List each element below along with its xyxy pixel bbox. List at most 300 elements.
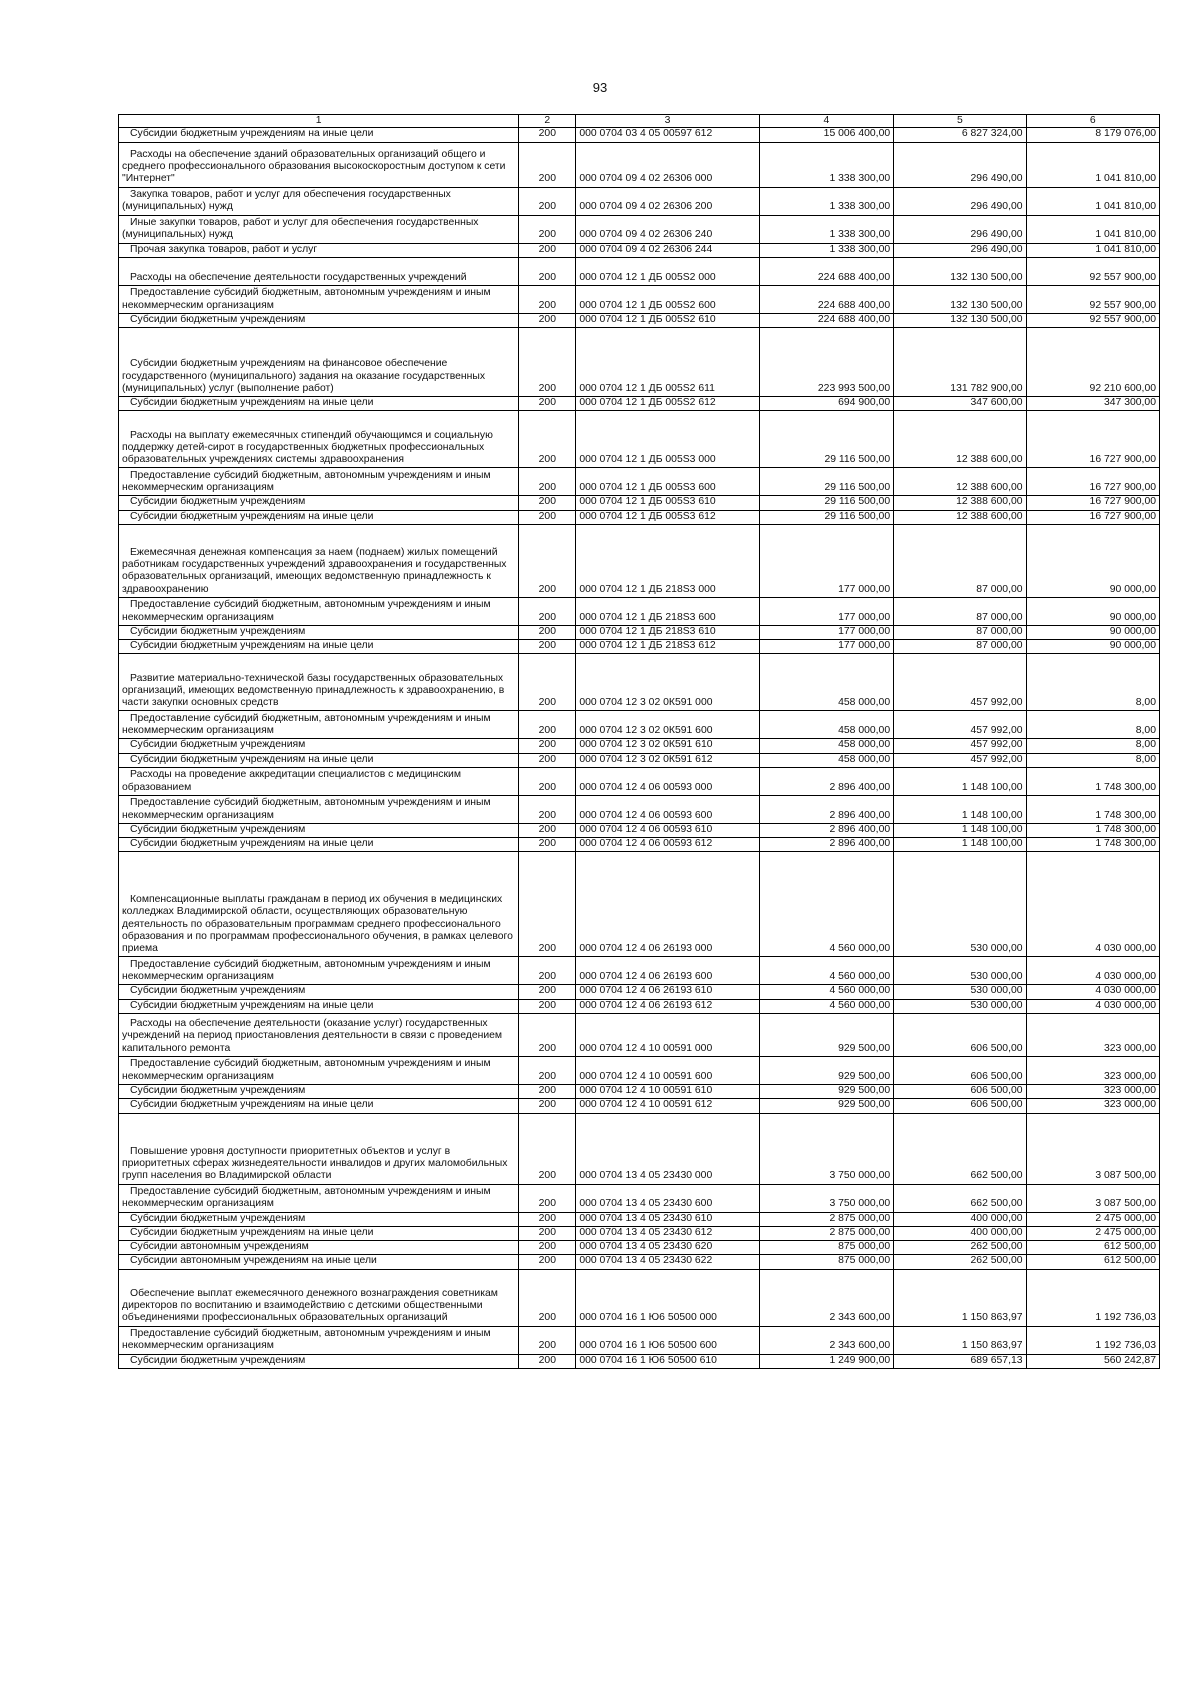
row-value-4: 29 116 500,00 — [759, 411, 893, 468]
row-value-4: 224 688 400,00 — [759, 285, 893, 313]
row-value-4: 875 000,00 — [759, 1241, 893, 1255]
row-value-4: 875 000,00 — [759, 1255, 893, 1269]
row-code: 000 0704 12 4 06 26193 600 — [576, 957, 759, 985]
row-name — [119, 1354, 519, 1368]
row-value-5: 606 500,00 — [894, 1099, 1026, 1113]
row-name — [119, 1056, 519, 1084]
table-row — [119, 957, 1160, 985]
row-value-5: 12 388 600,00 — [894, 411, 1026, 468]
row-value-6: 4 030 000,00 — [1026, 999, 1159, 1013]
row-value-6: 8,00 — [1026, 711, 1159, 739]
row-name-text: Предоставление субсидий бюджетным, автономным учреждениям и иным некоммерческим организациям — [122, 469, 491, 494]
row-code: 000 0704 13 4 05 23430 600 — [576, 1184, 759, 1212]
table-row — [119, 1255, 1160, 1269]
row-value-5: 12 388 600,00 — [894, 468, 1026, 496]
row-value-4: 29 116 500,00 — [759, 510, 893, 524]
row-code: 000 0704 12 4 10 00591 600 — [576, 1056, 759, 1084]
table-row — [119, 397, 1160, 411]
table-row — [119, 654, 1160, 711]
row-col2: 200 — [519, 1056, 576, 1084]
row-value-6: 92 557 900,00 — [1026, 257, 1159, 285]
table-row — [119, 753, 1160, 767]
row-name — [119, 957, 519, 985]
row-name-text: Расходы на проведение аккредитации специалистов с медицинским образованием — [122, 769, 461, 793]
row-name — [119, 397, 519, 411]
row-code: 000 0704 09 4 02 26306 240 — [576, 215, 759, 243]
row-name — [119, 795, 519, 823]
row-name — [119, 1113, 519, 1184]
row-value-6: 90 000,00 — [1026, 640, 1159, 654]
row-value-4: 3 750 000,00 — [759, 1184, 893, 1212]
row-value-6: 16 727 900,00 — [1026, 468, 1159, 496]
row-name — [119, 625, 519, 639]
row-value-5: 1 150 863,97 — [894, 1269, 1026, 1326]
row-col2: 200 — [519, 1354, 576, 1368]
row-col2: 200 — [519, 852, 576, 957]
table-row — [119, 257, 1160, 285]
row-code: 000 0704 12 3 02 0К591 000 — [576, 654, 759, 711]
row-value-4: 929 500,00 — [759, 1056, 893, 1084]
row-value-5: 87 000,00 — [894, 524, 1026, 597]
row-name — [119, 823, 519, 837]
table-row — [119, 1084, 1160, 1098]
row-name-text: Повышение уровня доступности приоритетных объектов и услуг в приоритетных сферах жизнедеятельности инвалидов и других маломобильных групп населения во Владимирской области — [122, 1145, 508, 1182]
table-row — [119, 1226, 1160, 1240]
row-name-text: Субсидии бюджетным учреждениям — [130, 1084, 306, 1096]
row-value-5: 132 130 500,00 — [894, 285, 1026, 313]
row-value-4: 224 688 400,00 — [759, 313, 893, 327]
header-col-3: 3 — [576, 115, 759, 128]
row-name-text: Субсидии бюджетным учреждениям — [130, 1354, 306, 1366]
row-col2: 200 — [519, 510, 576, 524]
row-name-text: Иные закупки товаров, работ и услуг для обеспечения государственных (муниципальных) нужд — [122, 217, 479, 241]
header-col-4: 4 — [759, 115, 893, 128]
table-row — [119, 1013, 1160, 1056]
row-name-text: Прочая закупка товаров, работ и услуг — [130, 243, 318, 255]
row-value-4: 1 338 300,00 — [759, 215, 893, 243]
row-code: 000 0704 12 3 02 0К591 600 — [576, 711, 759, 739]
row-name-text: Субсидии автономным учреждениям на иные цели — [130, 1255, 377, 1267]
row-value-6: 1 041 810,00 — [1026, 243, 1159, 257]
table-row — [119, 1099, 1160, 1113]
row-col2: 200 — [519, 142, 576, 187]
row-name-text: Субсидии бюджетным учреждениям на иные цели — [130, 1226, 374, 1238]
row-col2: 200 — [519, 128, 576, 142]
row-code: 000 0704 12 4 10 00591 612 — [576, 1099, 759, 1113]
table-row — [119, 496, 1160, 510]
row-code: 000 0704 09 4 02 26306 200 — [576, 187, 759, 215]
row-code: 000 0704 09 4 02 26306 000 — [576, 142, 759, 187]
row-col2: 200 — [519, 640, 576, 654]
row-value-4: 458 000,00 — [759, 753, 893, 767]
row-value-5: 12 388 600,00 — [894, 510, 1026, 524]
table-row — [119, 739, 1160, 753]
row-code: 000 0704 12 1 ДБ 005S2 611 — [576, 328, 759, 397]
row-value-6: 16 727 900,00 — [1026, 411, 1159, 468]
row-code: 000 0704 13 4 05 23430 610 — [576, 1212, 759, 1226]
row-name — [119, 640, 519, 654]
row-value-5: 1 150 863,97 — [894, 1326, 1026, 1354]
table-row — [119, 524, 1160, 597]
row-value-5: 457 992,00 — [894, 739, 1026, 753]
row-name-text: Субсидии бюджетным учреждениям на иные цели — [130, 397, 374, 409]
row-value-5: 132 130 500,00 — [894, 313, 1026, 327]
row-col2: 200 — [519, 1099, 576, 1113]
row-name — [119, 313, 519, 327]
row-value-6: 347 300,00 — [1026, 397, 1159, 411]
table-row — [119, 187, 1160, 215]
row-code: 000 0704 12 4 06 26193 610 — [576, 985, 759, 999]
table-row — [119, 1184, 1160, 1212]
row-code: 000 0704 12 1 ДБ 005S2 610 — [576, 313, 759, 327]
row-value-6: 2 475 000,00 — [1026, 1226, 1159, 1240]
row-name-text: Субсидии бюджетным учреждениям на иные цели — [130, 510, 374, 522]
row-code: 000 0704 12 1 ДБ 005S2 600 — [576, 285, 759, 313]
row-value-5: 400 000,00 — [894, 1212, 1026, 1226]
row-name — [119, 128, 519, 142]
table-row — [119, 243, 1160, 257]
row-name — [119, 1084, 519, 1098]
row-value-4: 177 000,00 — [759, 524, 893, 597]
row-value-6: 3 087 500,00 — [1026, 1113, 1159, 1184]
row-name — [119, 767, 519, 795]
row-value-6: 4 030 000,00 — [1026, 985, 1159, 999]
row-value-5: 530 000,00 — [894, 957, 1026, 985]
table-row — [119, 285, 1160, 313]
header-col-1: 1 — [119, 115, 519, 128]
row-value-6: 1 041 810,00 — [1026, 215, 1159, 243]
table-row — [119, 411, 1160, 468]
row-code: 000 0704 12 4 06 26193 000 — [576, 852, 759, 957]
row-col2: 200 — [519, 1241, 576, 1255]
row-value-5: 296 490,00 — [894, 243, 1026, 257]
row-value-4: 2 896 400,00 — [759, 795, 893, 823]
row-value-4: 1 338 300,00 — [759, 243, 893, 257]
row-code: 000 0704 12 1 ДБ 218S3 610 — [576, 625, 759, 639]
row-value-6: 1 041 810,00 — [1026, 187, 1159, 215]
row-col2: 200 — [519, 524, 576, 597]
row-name — [119, 1212, 519, 1226]
row-name — [119, 753, 519, 767]
row-value-6: 323 000,00 — [1026, 1056, 1159, 1084]
row-col2: 200 — [519, 1013, 576, 1056]
row-code: 000 0704 12 1 ДБ 005S3 000 — [576, 411, 759, 468]
row-value-5: 530 000,00 — [894, 985, 1026, 999]
row-value-6: 8 179 076,00 — [1026, 128, 1159, 142]
row-value-6: 1 192 736,03 — [1026, 1326, 1159, 1354]
row-value-6: 323 000,00 — [1026, 1013, 1159, 1056]
row-code: 000 0704 12 4 06 00593 000 — [576, 767, 759, 795]
table-row — [119, 985, 1160, 999]
row-value-6: 323 000,00 — [1026, 1084, 1159, 1098]
row-code: 000 0704 12 1 ДБ 218S3 000 — [576, 524, 759, 597]
row-value-4: 177 000,00 — [759, 640, 893, 654]
row-name-text: Субсидии бюджетным учреждениям — [130, 313, 306, 325]
row-value-6: 16 727 900,00 — [1026, 496, 1159, 510]
row-value-5: 457 992,00 — [894, 753, 1026, 767]
row-code: 000 0704 12 1 ДБ 005S2 612 — [576, 397, 759, 411]
row-col2: 200 — [519, 257, 576, 285]
row-name — [119, 838, 519, 852]
row-name — [119, 187, 519, 215]
row-value-5: 12 388 600,00 — [894, 496, 1026, 510]
row-code: 000 0704 12 1 ДБ 005S3 610 — [576, 496, 759, 510]
row-value-6: 560 242,87 — [1026, 1354, 1159, 1368]
row-value-5: 1 148 100,00 — [894, 823, 1026, 837]
row-value-4: 2 896 400,00 — [759, 767, 893, 795]
row-col2: 200 — [519, 1269, 576, 1326]
row-col2: 200 — [519, 1212, 576, 1226]
row-name-text: Предоставление субсидий бюджетным, автономным учреждениям и иным некоммерческим организациям — [122, 1185, 491, 1210]
table-row — [119, 711, 1160, 739]
row-name — [119, 1255, 519, 1269]
row-name-text: Субсидии бюджетным учреждениям на иные цели — [130, 753, 374, 765]
row-value-6: 1 748 300,00 — [1026, 795, 1159, 823]
row-name-text: Закупка товаров, работ и услуг для обеспечения государственных (муниципальных) нужд — [122, 189, 451, 213]
row-name — [119, 985, 519, 999]
row-name-text: Предоставление субсидий бюджетным, автономным учреждениям и иным некоммерческим организациям — [122, 712, 491, 737]
row-name — [119, 468, 519, 496]
row-name — [119, 597, 519, 625]
row-code: 000 0704 13 4 05 23430 000 — [576, 1113, 759, 1184]
row-value-5: 606 500,00 — [894, 1084, 1026, 1098]
row-name-text: Предоставление субсидий бюджетным, автономным учреждениям и иным некоммерческим организациям — [122, 599, 491, 623]
row-name-text: Ежемесячная денежная компенсация за наем (поднаем) жилых помещений работникам государственных учреждений здравоохранения и государственных образовательных организаций, имеющих ведомственную принадлежность к здравоохранению — [122, 546, 507, 595]
row-code: 000 0704 12 1 ДБ 218S3 600 — [576, 597, 759, 625]
row-value-5: 457 992,00 — [894, 711, 1026, 739]
row-value-4: 177 000,00 — [759, 625, 893, 639]
table-row — [119, 1113, 1160, 1184]
row-value-4: 29 116 500,00 — [759, 496, 893, 510]
row-name-text: Субсидии бюджетным учреждениям на финансовое обеспечение государственного (муниципального) задания на оказание государственных (муниципальных) услуг (выполнение работ) — [122, 358, 486, 394]
row-code: 000 0704 12 4 10 00591 000 — [576, 1013, 759, 1056]
table-row — [119, 1354, 1160, 1368]
row-value-4: 1 338 300,00 — [759, 187, 893, 215]
row-name-text: Субсидии бюджетным учреждениям на иные цели — [130, 999, 374, 1011]
table-row — [119, 795, 1160, 823]
row-col2: 200 — [519, 711, 576, 739]
row-value-5: 1 148 100,00 — [894, 795, 1026, 823]
table-row — [119, 510, 1160, 524]
row-name — [119, 1241, 519, 1255]
page-number: 93 — [592, 80, 608, 95]
row-name-text: Субсидии бюджетным учреждениям на иные цели — [130, 1099, 374, 1111]
row-value-5: 457 992,00 — [894, 654, 1026, 711]
row-value-5: 347 600,00 — [894, 397, 1026, 411]
row-value-4: 3 750 000,00 — [759, 1113, 893, 1184]
row-code: 000 0704 13 4 05 23430 612 — [576, 1226, 759, 1240]
row-name — [119, 1226, 519, 1240]
row-value-6: 612 500,00 — [1026, 1241, 1159, 1255]
row-value-4: 458 000,00 — [759, 739, 893, 753]
table-row — [119, 597, 1160, 625]
table-row — [119, 1212, 1160, 1226]
row-value-4: 2 875 000,00 — [759, 1226, 893, 1240]
row-value-5: 606 500,00 — [894, 1013, 1026, 1056]
row-value-4: 458 000,00 — [759, 711, 893, 739]
row-name — [119, 411, 519, 468]
table-row — [119, 1269, 1160, 1326]
row-col2: 200 — [519, 985, 576, 999]
row-code: 000 0704 12 1 ДБ 005S2 000 — [576, 257, 759, 285]
row-value-6: 3 087 500,00 — [1026, 1184, 1159, 1212]
row-value-5: 131 782 900,00 — [894, 328, 1026, 397]
row-code: 000 0704 12 4 06 00593 612 — [576, 838, 759, 852]
row-name — [119, 739, 519, 753]
row-value-5: 132 130 500,00 — [894, 257, 1026, 285]
row-name-text: Субсидии бюджетным учреждениям — [130, 625, 306, 637]
row-value-6: 1 748 300,00 — [1026, 767, 1159, 795]
row-col2: 200 — [519, 215, 576, 243]
header-col-5: 5 — [894, 115, 1026, 128]
row-name — [119, 1013, 519, 1056]
row-col2: 200 — [519, 397, 576, 411]
row-code: 000 0704 03 4 05 00597 612 — [576, 128, 759, 142]
header-row — [119, 115, 1160, 128]
row-value-4: 4 560 000,00 — [759, 999, 893, 1013]
row-name — [119, 1099, 519, 1113]
row-value-5: 606 500,00 — [894, 1056, 1026, 1084]
budget-table — [118, 114, 1160, 1369]
row-value-4: 15 006 400,00 — [759, 128, 893, 142]
row-code: 000 0704 12 3 02 0К591 610 — [576, 739, 759, 753]
table-row — [119, 999, 1160, 1013]
table-row — [119, 852, 1160, 957]
table-row — [119, 1326, 1160, 1354]
row-code: 000 0704 16 1 Ю6 50500 000 — [576, 1269, 759, 1326]
row-name-text: Субсидии бюджетным учреждениям — [130, 1212, 306, 1224]
row-code: 000 0704 09 4 02 26306 244 — [576, 243, 759, 257]
row-value-4: 1 249 900,00 — [759, 1354, 893, 1368]
row-name-text: Предоставление субсидий бюджетным, автономным учреждениям и иным некоммерческим организациям — [122, 797, 491, 821]
row-value-4: 2 343 600,00 — [759, 1326, 893, 1354]
row-value-6: 323 000,00 — [1026, 1099, 1159, 1113]
row-name — [119, 654, 519, 711]
row-value-6: 92 210 600,00 — [1026, 328, 1159, 397]
row-name-text: Развитие материально-технической базы государственных образовательных организаций, имеющих ведомственную принадлежность к здравоохранению, в части закупки основных средств — [122, 672, 505, 709]
row-value-6: 8,00 — [1026, 753, 1159, 767]
table-row — [119, 468, 1160, 496]
row-name-text: Расходы на выплату ежемесячных стипендий обучающимся и социальную поддержку детей-сирот в государственных бюджетных профессиональных образовательных учреждениях системы здравоохранения — [122, 429, 493, 466]
table-row — [119, 625, 1160, 639]
row-value-5: 1 148 100,00 — [894, 767, 1026, 795]
row-value-5: 530 000,00 — [894, 852, 1026, 957]
row-value-4: 29 116 500,00 — [759, 468, 893, 496]
row-name — [119, 496, 519, 510]
row-value-4: 929 500,00 — [759, 1099, 893, 1113]
row-name — [119, 524, 519, 597]
row-value-6: 8,00 — [1026, 654, 1159, 711]
row-value-5: 262 500,00 — [894, 1255, 1026, 1269]
row-name — [119, 1269, 519, 1326]
row-code: 000 0704 12 4 06 00593 610 — [576, 823, 759, 837]
row-col2: 200 — [519, 823, 576, 837]
row-name — [119, 257, 519, 285]
table-row — [119, 1241, 1160, 1255]
row-name — [119, 215, 519, 243]
row-name-text: Расходы на обеспечение деятельности (оказание услуг) государственных учреждений на период приостановления деятельности в связи с проведением капитального ремонта — [122, 1018, 503, 1054]
row-code: 000 0704 12 4 06 26193 612 — [576, 999, 759, 1013]
row-value-4: 2 896 400,00 — [759, 838, 893, 852]
row-value-5: 1 148 100,00 — [894, 838, 1026, 852]
row-col2: 200 — [519, 795, 576, 823]
table-row — [119, 142, 1160, 187]
row-name-text: Предоставление субсидий бюджетным, автономным учреждениям и иным некоммерческим организациям — [122, 1058, 491, 1082]
row-value-5: 296 490,00 — [894, 187, 1026, 215]
row-code: 000 0704 12 1 ДБ 218S3 612 — [576, 640, 759, 654]
row-value-4: 4 560 000,00 — [759, 957, 893, 985]
row-name-text: Предоставление субсидий бюджетным, автономным учреждениям и иным некоммерческим организациям — [122, 287, 491, 311]
row-name-text: Субсидии бюджетным учреждениям на иные цели — [130, 838, 374, 850]
row-value-4: 177 000,00 — [759, 597, 893, 625]
row-value-6: 612 500,00 — [1026, 1255, 1159, 1269]
row-value-6: 1 041 810,00 — [1026, 142, 1159, 187]
row-code: 000 0704 16 1 Ю6 50500 600 — [576, 1326, 759, 1354]
row-value-4: 694 900,00 — [759, 397, 893, 411]
row-value-5: 296 490,00 — [894, 215, 1026, 243]
table-row — [119, 215, 1160, 243]
row-code: 000 0704 12 4 06 00593 600 — [576, 795, 759, 823]
row-col2: 200 — [519, 739, 576, 753]
row-name-text: Субсидии автономным учреждениям — [130, 1241, 309, 1253]
row-value-5: 87 000,00 — [894, 597, 1026, 625]
row-name — [119, 852, 519, 957]
row-name-text: Компенсационные выплаты гражданам в период их обучения в медицинских колледжах Владимирской области, осуществляющих образовательную деятельность по образовательным программам среднего профессионального образования и по программам профессионального обучения, в рамках целевого приема — [122, 894, 513, 955]
row-value-5: 662 500,00 — [894, 1184, 1026, 1212]
row-col2: 200 — [519, 328, 576, 397]
row-value-6: 92 557 900,00 — [1026, 285, 1159, 313]
row-value-6: 90 000,00 — [1026, 524, 1159, 597]
row-name-text: Субсидии бюджетным учреждениям на иные цели — [130, 128, 374, 140]
header-col-6: 6 — [1026, 115, 1159, 128]
row-col2: 200 — [519, 411, 576, 468]
row-name — [119, 1326, 519, 1354]
row-name-text: Предоставление субсидий бюджетным, автономным учреждениям и иным некоммерческим организациям — [122, 1328, 491, 1352]
row-value-6: 1 748 300,00 — [1026, 823, 1159, 837]
row-col2: 200 — [519, 753, 576, 767]
row-value-5: 689 657,13 — [894, 1354, 1026, 1368]
row-value-6: 8,00 — [1026, 739, 1159, 753]
row-name — [119, 999, 519, 1013]
table-row — [119, 1056, 1160, 1084]
row-value-6: 90 000,00 — [1026, 625, 1159, 639]
table-row — [119, 328, 1160, 397]
table-row — [119, 640, 1160, 654]
row-col2: 200 — [519, 654, 576, 711]
row-name — [119, 711, 519, 739]
row-name-text: Субсидии бюджетным учреждениям — [130, 496, 306, 508]
row-col2: 200 — [519, 496, 576, 510]
row-col2: 200 — [519, 243, 576, 257]
row-value-5: 87 000,00 — [894, 625, 1026, 639]
row-name-text: Субсидии бюджетным учреждениям — [130, 985, 306, 997]
row-value-4: 929 500,00 — [759, 1084, 893, 1098]
row-value-4: 929 500,00 — [759, 1013, 893, 1056]
table-row — [119, 838, 1160, 852]
row-name — [119, 142, 519, 187]
row-code: 000 0704 12 3 02 0К591 612 — [576, 753, 759, 767]
row-value-5: 87 000,00 — [894, 640, 1026, 654]
row-value-4: 4 560 000,00 — [759, 985, 893, 999]
row-col2: 200 — [519, 838, 576, 852]
table-row — [119, 313, 1160, 327]
row-value-6: 16 727 900,00 — [1026, 510, 1159, 524]
row-name — [119, 1184, 519, 1212]
row-name-text: Предоставление субсидий бюджетным, автономным учреждениям и иным некоммерческим организациям — [122, 958, 491, 983]
row-value-5: 400 000,00 — [894, 1226, 1026, 1240]
row-value-4: 223 993 500,00 — [759, 328, 893, 397]
row-value-6: 92 557 900,00 — [1026, 313, 1159, 327]
